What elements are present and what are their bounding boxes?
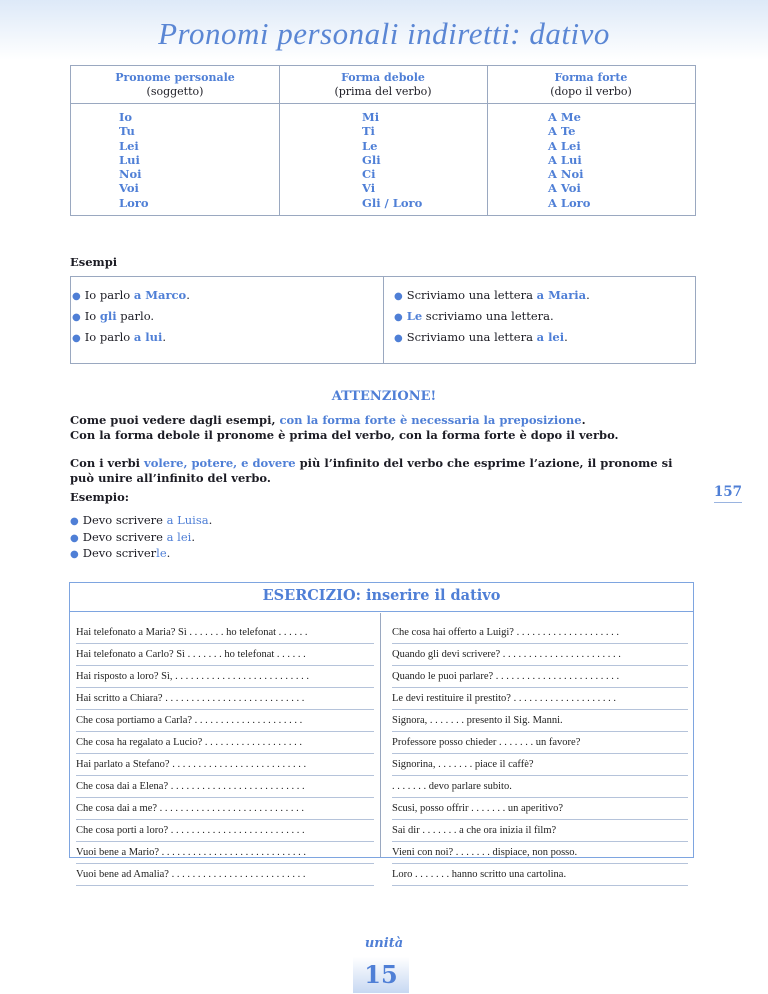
exercise-row: Signorina, . . . . . . . piace il caffè?	[392, 754, 688, 776]
exercise-title-divider	[70, 611, 693, 612]
exercise-title: ESERCIZIO: inserire il dativo	[262, 587, 501, 604]
page-number: 157	[714, 484, 742, 503]
list-item: ● Devo scrivere a Luisa.	[70, 513, 213, 527]
exercise-row: Che cosa hai offerto a Luigi? . . . . . . . . . . . . . . . . . . . .	[392, 622, 688, 644]
example-item: ● Io parlo a lui.	[72, 330, 167, 344]
exercise-row: Hai scritto a Chiara? . . . . . . . . . . . . . . . . . . . . . . . . . . .	[76, 688, 374, 710]
example-item: ● Io gli parlo.	[72, 309, 155, 323]
exercise-row: Professore posso chieder . . . . . . . un favore?	[392, 732, 688, 754]
exercise-row: Che cosa ha regalato a Lucio? . . . . . . . . . . . . . . . . . . .	[76, 732, 374, 754]
column-soggetto: Io Tu Lei Lui Noi Voi Loro	[119, 110, 149, 210]
exercise-row: Hai telefonato a Maria? Sì . . . . . . . ho telefonat . . . . . .	[76, 622, 374, 644]
note-paragraph: Come puoi vedere dagli esempi, con la forma forte è necessaria la preposizione. Con la forma debole il pronome è prima del verbo, con la forma forte è dopo il verbo.	[70, 413, 619, 442]
page-title: Pronomi personali indiretti: dativo	[158, 16, 610, 51]
unit-label: unità	[364, 936, 404, 951]
exercise-row: Vuoi bene a Mario? . . . . . . . . . . . . . . . . . . . . . . . . . . . .	[76, 842, 374, 864]
column-divider	[380, 613, 381, 857]
example-item: ● Scriviamo una lettera a lei.	[394, 330, 568, 344]
exercise-row: Che cosa porti a loro? . . . . . . . . . . . . . . . . . . . . . . . . . .	[76, 820, 374, 842]
list-item: ● Devo scriverle.	[70, 546, 171, 560]
note-paragraph: Con i verbi volere, potere, e dovere più l’infinito del verbo che esprime l’azione, il pronome si può unire all’infinito del verbo.	[70, 456, 673, 485]
example-item: ● Scriviamo una lettera a Maria.	[394, 288, 590, 302]
example-item: ● Le scriviamo una lettera.	[394, 309, 554, 323]
list-item: ● Devo scrivere a lei.	[70, 529, 195, 544]
exercise-row: Scusi, posso offrir . . . . . . . un aperitivo?	[392, 798, 688, 820]
exercise-row: Signora, . . . . . . . presento il Sig. Manni.	[392, 710, 688, 732]
table-header-divider	[71, 103, 695, 104]
examples-label: Esempi	[70, 255, 118, 269]
exercise-row: Che cosa dai a me? . . . . . . . . . . . . . . . . . . . . . . . . . . . .	[76, 798, 374, 820]
example-item: ● Io parlo a Marco.	[72, 288, 190, 302]
exercise-box	[69, 582, 694, 880]
exercise-row: Sai dir . . . . . . . a che ora inizia il film?	[392, 820, 688, 842]
exercise-row: Quando gli devi scrivere? . . . . . . . . . . . . . . . . . . . . . . .	[392, 644, 688, 666]
column-forte: A Me A Te A Lei A Lui A Noi A Voi A Loro	[548, 110, 591, 210]
header-debole: Forma debole (prima del verbo)	[334, 71, 432, 98]
exercise-row: Che cosa portiamo a Carla? . . . . . . . . . . . . . . . . . . . . .	[76, 710, 374, 732]
exercise-row: Loro . . . . . . . hanno scritto una cartolina.	[392, 864, 688, 886]
pronoun-table	[70, 65, 696, 216]
header-forte: Forma forte (dopo il verbo)	[550, 71, 632, 98]
exercise-row: . . . . . . . devo parlare subito.	[392, 776, 688, 798]
exercise-row: Quando le puoi parlare? . . . . . . . . . . . . . . . . . . . . . . . .	[392, 666, 688, 688]
attention-heading: ATTENZIONE!	[331, 389, 437, 404]
column-divider	[383, 277, 384, 363]
exercise-row: Hai parlato a Stefano? . . . . . . . . . . . . . . . . . . . . . . . . . .	[76, 754, 374, 776]
exercise-row: Hai risposto a loro? Sì, . . . . . . . . . . . . . . . . . . . . . . . . . .	[76, 666, 374, 688]
exercise-row: Vieni con noi? . . . . . . . dispiace, non posso.	[392, 842, 688, 864]
exercise-row: Vuoi bene ad Amalia? . . . . . . . . . . . . . . . . . . . . . . . . . .	[76, 864, 374, 886]
unit-number: 15	[353, 957, 409, 993]
exercise-row: Che cosa dai a Elena? . . . . . . . . . . . . . . . . . . . . . . . . . .	[76, 776, 374, 798]
exercise-row: Hai telefonato a Carlo? Sì . . . . . . . ho telefonat . . . . . .	[76, 644, 374, 666]
column-debole: Mi Ti Le Gli Ci Vi Gli / Loro	[362, 110, 423, 210]
example-label: Esempio:	[70, 490, 130, 504]
header-soggetto: Pronome personale (soggetto)	[115, 71, 235, 98]
exercise-row: Le devi restituire il prestito? . . . . . . . . . . . . . . . . . . . .	[392, 688, 688, 710]
example-list	[70, 513, 212, 563]
